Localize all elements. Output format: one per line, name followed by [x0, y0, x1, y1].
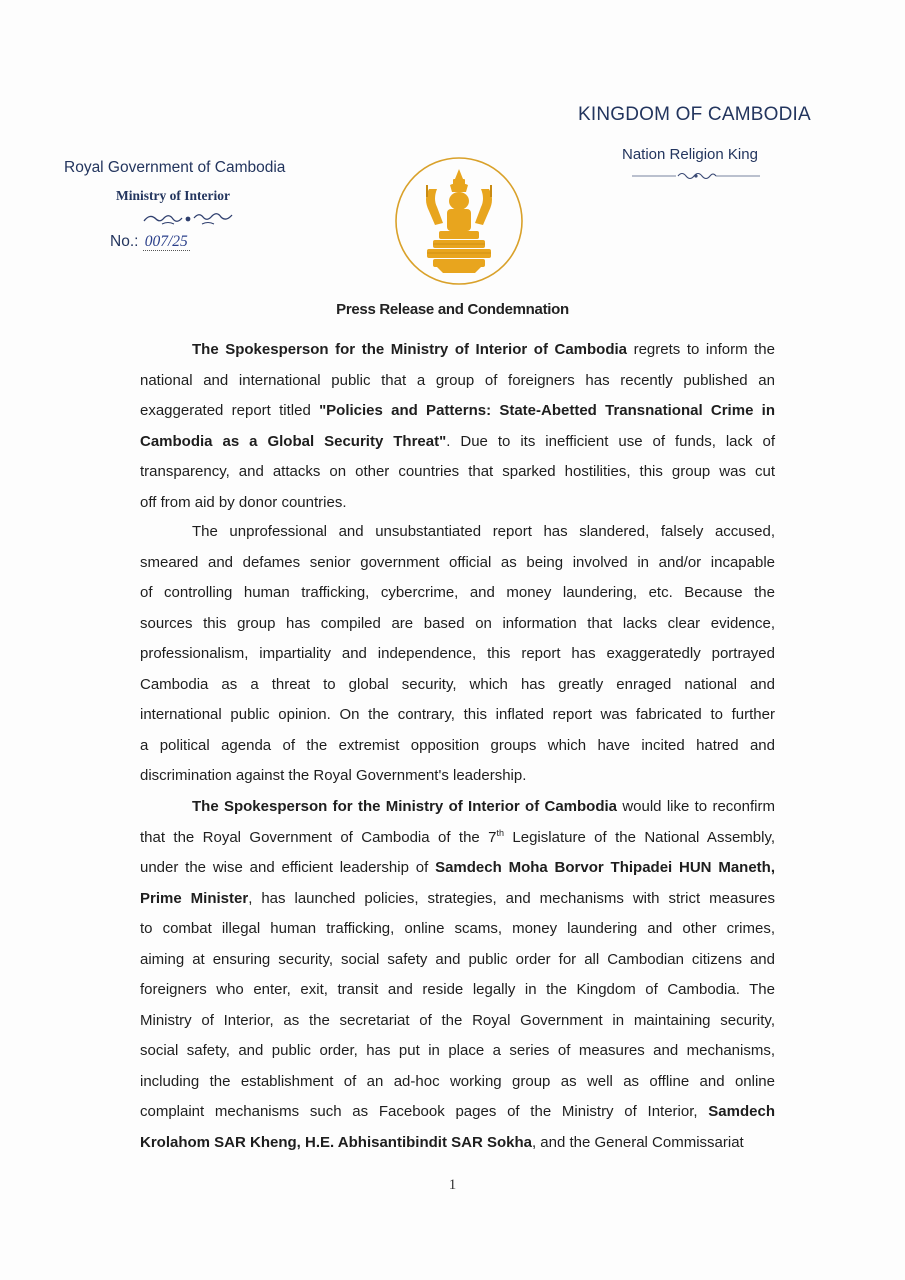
text-run: discrimination against the Royal Government's leadership. — [140, 767, 527, 784]
bold-text: Krolahom SAR Kheng, H.E. Abhisantibindit SAR Sokha — [140, 1133, 532, 1151]
text-run: to combat illegal human trafficking, online scams, money laundering and other crimes, — [140, 920, 775, 937]
body-line — [140, 889, 775, 909]
text-run: , has launched policies, strategies, and mechanisms with strict measures — [248, 889, 775, 907]
bold-text: The Spokesperson for the Ministry of Interior of Cambodia — [192, 798, 618, 815]
text-run: of controlling human trafficking, cybercrime, and money laundering, etc. Because the — [140, 584, 775, 601]
body-line — [140, 1041, 775, 1061]
text-run: The unprofessional and unsubstantiated report has slandered, falsely accused, — [192, 523, 775, 540]
text-run: off from aid by donor countries. — [140, 493, 347, 511]
royal-emblem-icon — [393, 155, 525, 287]
body-line — [192, 797, 775, 817]
body-line — [140, 1011, 775, 1031]
body-line — [140, 950, 775, 970]
document-number — [110, 233, 190, 251]
bold-text: Samdech Moha Borvor Thipadei HUN Maneth, — [435, 859, 775, 876]
document-number-label: No.: — [110, 233, 139, 250]
superscript: th — [496, 827, 505, 838]
text-run: Ministry of Interior, as the secretariat of the Royal Government in maintaining security, — [140, 1011, 775, 1029]
text-run: under the wise and efficient leadership of — [140, 859, 436, 876]
body-line — [140, 644, 775, 664]
text-run: Legislature of the National Assembly, — [504, 828, 776, 846]
body-line — [140, 736, 775, 756]
body-line — [140, 1133, 775, 1153]
body-line — [140, 553, 775, 573]
body-line — [140, 583, 775, 603]
bold-text: "Policies and Patterns: State-Abetted Transnational Crime in — [319, 402, 775, 419]
text-run: transparency, and attacks on other countries that sparked hostilities, this group was cut — [140, 463, 775, 480]
text-run: smeared and defames senior government official as being involved in and/or incapable — [140, 553, 775, 571]
bold-text: The Spokesperson for the Ministry of Interior of Cambodia — [192, 341, 628, 358]
body-line — [140, 462, 775, 482]
text-run: . Due to its inefficient use of funds, lack of — [446, 432, 775, 450]
text-run: national and international public that a group of foreigners has recently published an — [140, 371, 775, 389]
kingdom-heading: KINGDOM OF CAMBODIA — [578, 104, 811, 125]
body-line — [192, 522, 775, 542]
body-line — [140, 705, 775, 725]
text-run: Cambodia as a threat to global security, which has greatly enraged national and — [140, 675, 775, 693]
text-run: , and the General Commissariat — [531, 1133, 744, 1151]
text-run: aiming at ensuring security, social safety and public order for all Cambodian citizens and — [140, 950, 775, 968]
bold-text: Prime Minister — [140, 889, 249, 907]
national-motto: Nation Religion King — [622, 146, 758, 163]
document-number-value: 007/25 — [144, 233, 188, 250]
bold-text: Samdech — [708, 1103, 775, 1120]
body-line — [140, 919, 775, 939]
ministry-ornament-icon — [142, 212, 234, 226]
body-line — [140, 493, 775, 513]
government-name: Royal Government of Cambodia — [64, 159, 286, 176]
body-line — [192, 340, 775, 360]
page-number: 1 — [448, 1177, 457, 1193]
body-line — [140, 371, 775, 391]
document-title: Press Release and Condemnation — [336, 301, 569, 318]
body-line — [140, 980, 775, 1000]
text-run: including the establishment of an ad-hoc working group as well as offline and online — [140, 1072, 775, 1090]
body-line — [140, 401, 775, 421]
text-run: a political agenda of the extremist opposition groups which have incited hatred and — [140, 736, 775, 754]
body-line — [140, 432, 775, 452]
body-line — [140, 614, 775, 634]
body-line — [140, 858, 775, 878]
text-run: international public opinion. On the contrary, this inflated report was fabricated to further — [140, 706, 775, 723]
body-line — [140, 766, 775, 786]
body-line — [140, 1072, 775, 1092]
bold-text: Cambodia as a Global Security Threat" — [140, 432, 447, 450]
text-run: sources this group has compiled are based on information that lacks clear evidence, — [140, 614, 775, 632]
motto-ornament-icon — [632, 170, 760, 182]
text-run: complaint mechanisms such as Facebook pages of the Ministry of Interior, — [140, 1103, 709, 1120]
body-line — [140, 675, 775, 695]
text-run: would like to reconfirm — [617, 798, 775, 815]
text-run: regrets to inform the — [627, 341, 775, 358]
text-run: foreigners who enter, exit, transit and reside legally in the Kingdom of Cambodia. The — [140, 981, 775, 998]
text-run: exaggerated report titled — [140, 402, 320, 419]
text-run: professionalism, impartiality and independence, this report has exaggeratedly portrayed — [140, 645, 775, 662]
text-run: social safety, and public order, has put in place a series of measures and mechanisms, — [140, 1042, 775, 1059]
body-line — [140, 828, 775, 848]
body-line — [140, 1102, 775, 1122]
ministry-name: Ministry of Interior — [116, 188, 230, 203]
text-run: that the Royal Government of Cambodia of the 7 — [140, 828, 497, 846]
